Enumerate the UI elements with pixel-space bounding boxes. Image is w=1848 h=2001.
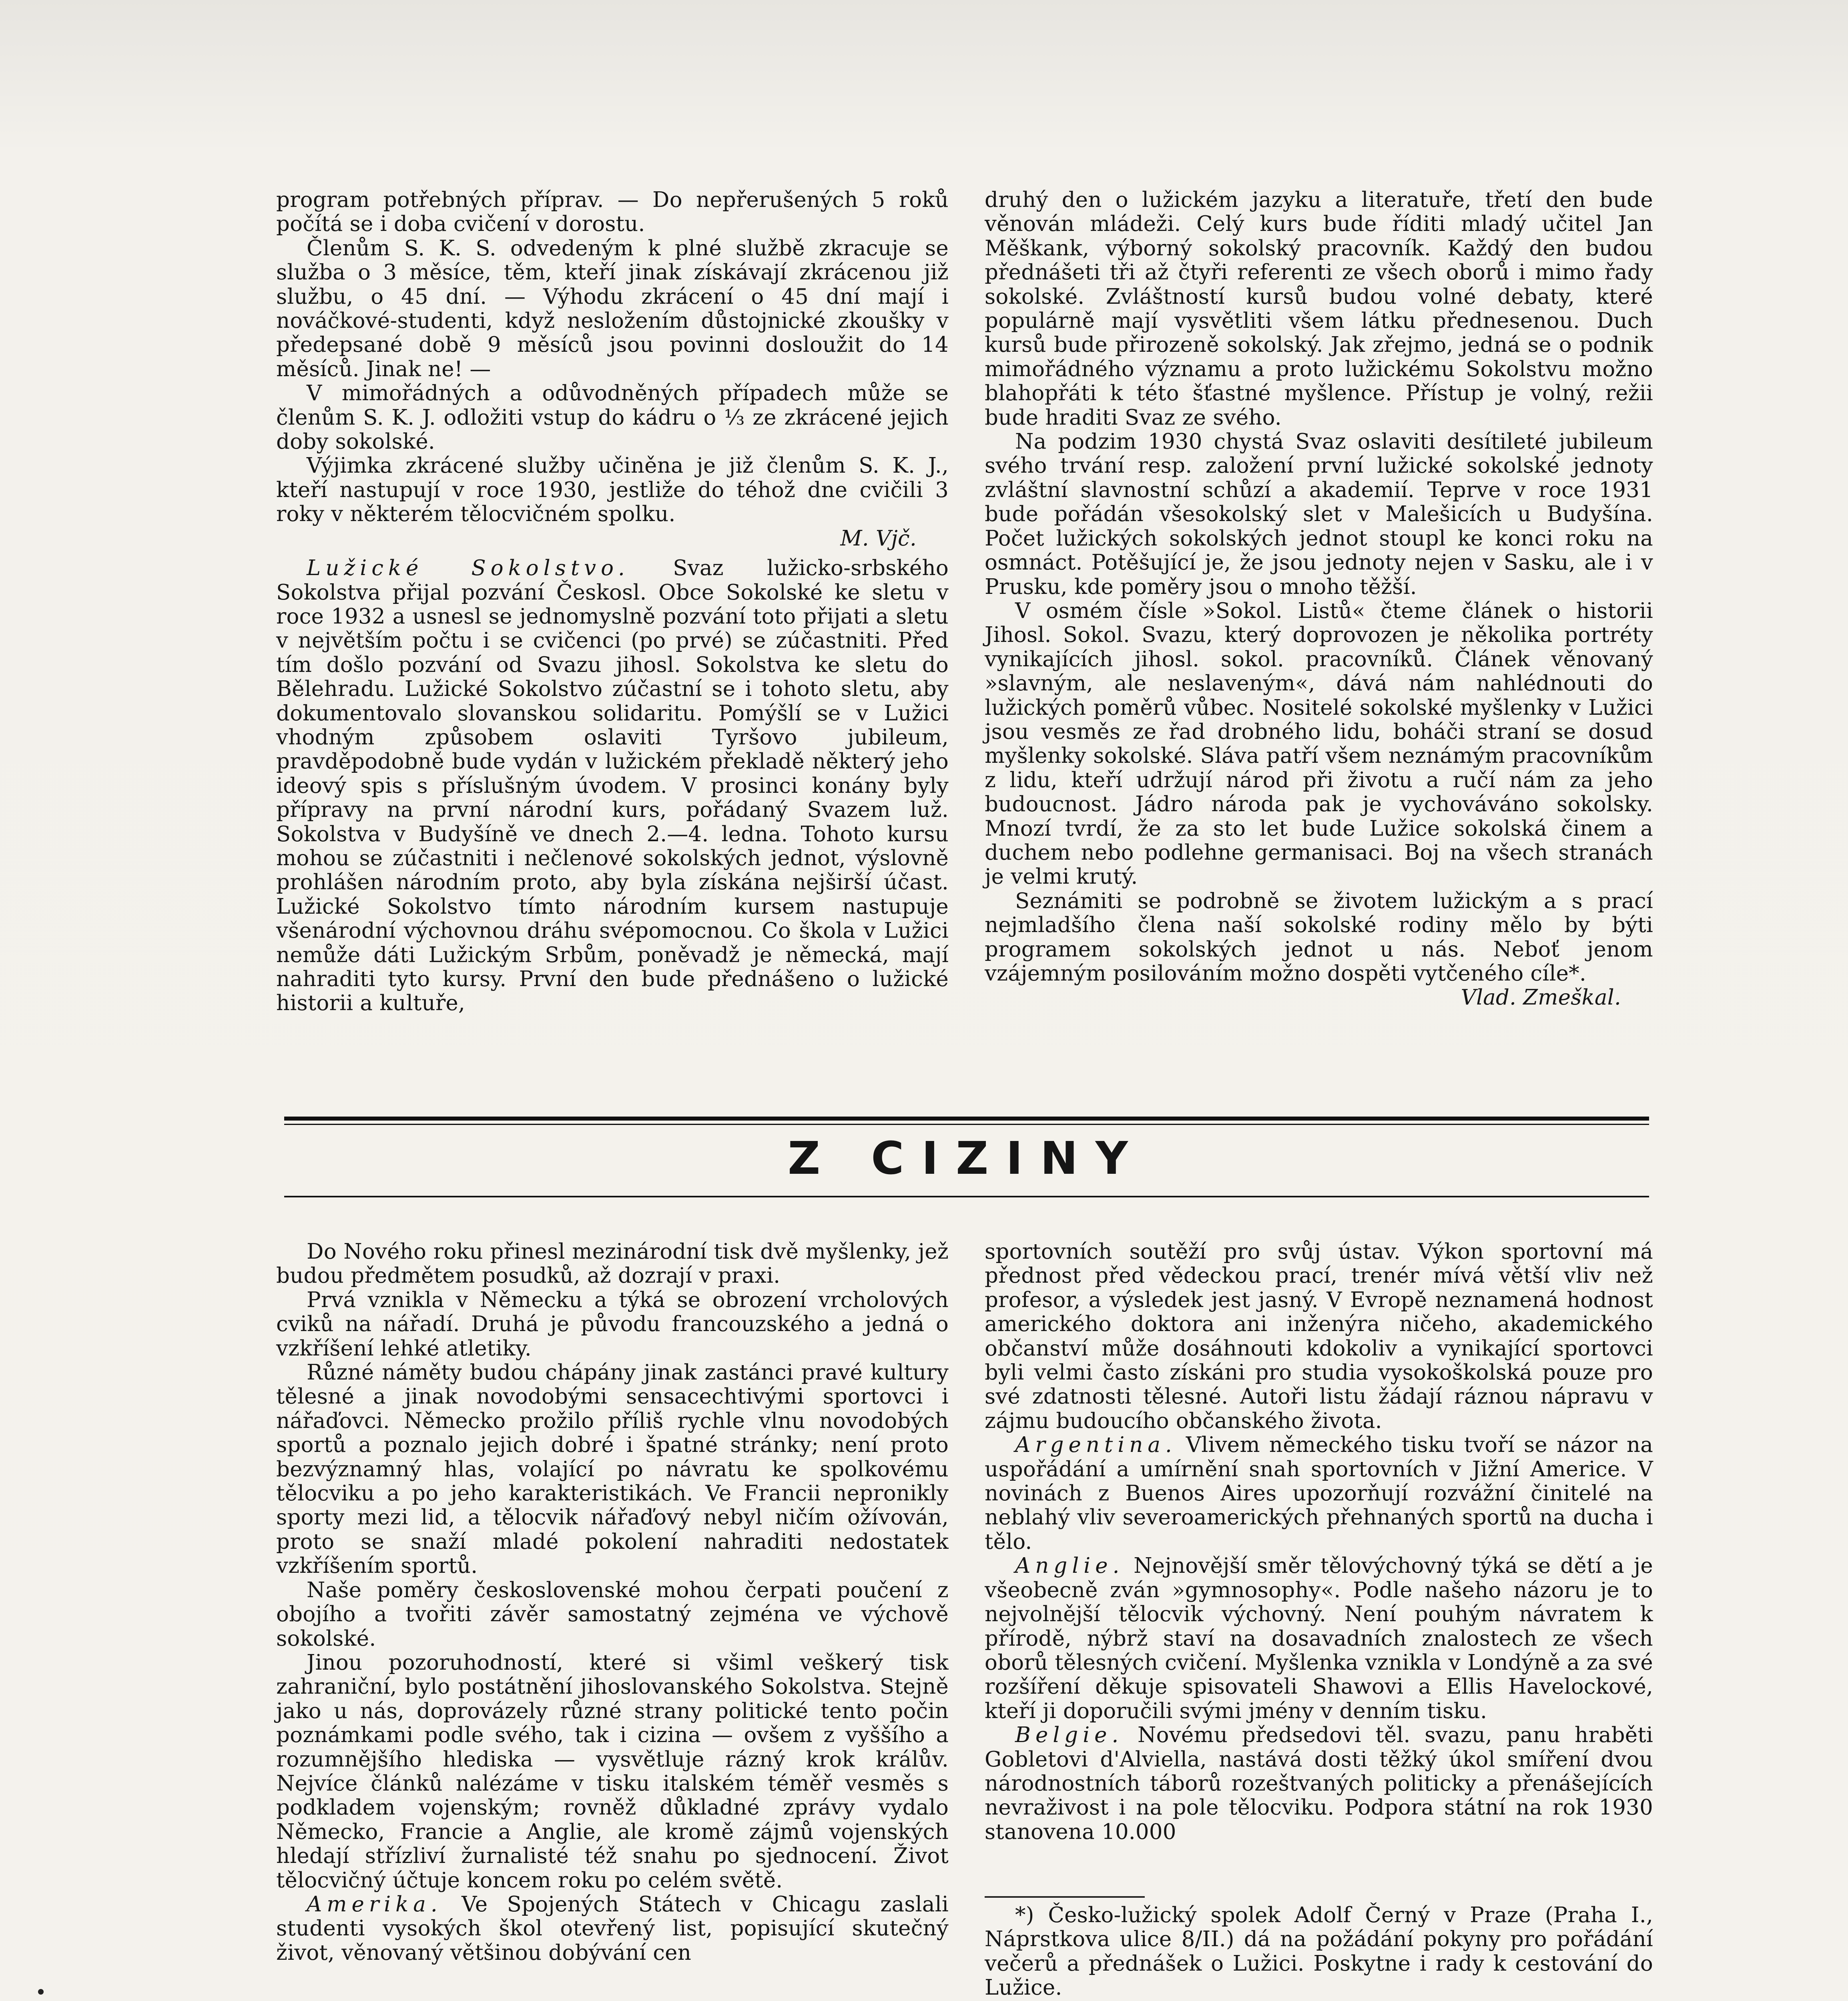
section-lead: Amerika. bbox=[307, 1892, 442, 1917]
paragraph-amerika bbox=[276, 1893, 949, 1965]
paragraph-belgie bbox=[985, 1723, 1653, 1844]
paragraph: Do Nového roku přinesl mezinárodní tisk dvě myšlenky, jež budou předmětem posudků, až dozrají v praxi. bbox=[276, 1239, 949, 1288]
paragraph: Seznámiti se podrobně se životem lužickým a s prací nejmladšího člena naší sokolské rodiny mělo by býti programem sokolských jednot u nás. Neboť jenom vzájemným posilováním možno dospěti vytčeného cíle*. bbox=[985, 888, 1653, 986]
paragraph-text: Novému předsedovi těl. svazu, panu hraběti Gobletovi d'Alviella, nastává dosti těžký úkol smíření dvou národnostních táborů rozeštvaných politicky a přenášejících nevraživost i na pole tělocviku. Podpora státní na rok 1930 stanovena 10.000 bbox=[985, 1723, 1653, 1844]
signature-zmeskal: Vlad. Zmeškal. bbox=[1461, 985, 1621, 1010]
footnote-text: *) Česko-lužický spolek Adolf Černý v Praze (Praha I., Náprstkova ulice 8/II.) dá na požádání pokyny pro pořádání večerů a přednášek o Lužici. Poskytne i rady k cestování do Lužice. bbox=[985, 1903, 1653, 2000]
paragraph: Různé náměty budou chápány jinak zastánci pravé kultury tělesné a jinak novodobými sensacechtivými sportovci i nářaďovci. Německo prožilo příliš rychle vlnu novodobých sportů a poznalo jejich dobré i špatné stránky; není proto bezvýznamný hlas, volající po návratu ke spolkovému tělocviku a po jeho karakteristikách. Ve Francii nepronikly sporty mezi lid, a tělocvik nářaďový nebyl ničím ožívován, proto se snaží mladé pokolení nahraditi nedostatek vzkříšením sportů. bbox=[276, 1360, 949, 1578]
upper-right-column bbox=[985, 188, 1653, 1010]
header-rule-top-thick bbox=[284, 1117, 1649, 1121]
paragraph: V mimořádných a odůvodněných případech může se členům S. K. J. odložiti vstup do kádru o ⅓ ze zkrácené jejich doby sokolské. bbox=[276, 381, 949, 454]
header-rule-bottom bbox=[284, 1196, 1649, 1197]
paragraph: Prvá vznikla v Německu a týká se obrození vrcholových cviků na nářadí. Druhá je původu francouzského a jedná o vzkříšení lehké atletiky. bbox=[276, 1287, 949, 1361]
paragraph-text: Vlivem německého tisku tvoří se názor na uspořádání a umírnění snah sportovních v Jižní Americe. V novinách z Buenos Aires upozorňují rozvážní činitelé na neblahý vliv severoamerických přehnaných sportů na ducha i tělo. bbox=[985, 1433, 1653, 1554]
paragraph: Výjimka zkrácené služby učiněna je již členům S. K. J., kteří nastupují v roce 1930, jestliže do téhož dne cvičili 3 roky v některém tělocvičném spolku. bbox=[276, 453, 949, 527]
footnote bbox=[985, 1903, 1653, 2000]
paragraph-anglie bbox=[985, 1554, 1653, 1723]
section-lead: Argentina. bbox=[1015, 1433, 1177, 1458]
scan-speck bbox=[38, 1989, 44, 1995]
paragraph-luzicke-sokolstvo bbox=[276, 556, 949, 1016]
section-lead: Lužické Sokolstvo. bbox=[307, 556, 630, 581]
paragraph: druhý den o lužickém jazyku a literatuře, třetí den bude věnován mládeži. Celý kurs bude říditi mladý učitel Jan Měškank, výborný sokolský pracovník. Každý den budou přednášeti tři až čtyři referenti ze všech oborů i mimo řady sokolské. Zvláštností kursů budou volné debaty, které populárně mají vysvětliti všem látku přednesenou. Duch kursů bude přirozeně sokolský. Jak zřejmo, jedná se o podnik mimořádného významu a proto lužickému Sokolstvu možno blahopřáti k této šťastné myšlence. Přístup je volný, režii bude hraditi Svaz ze svého. bbox=[985, 188, 1653, 430]
paragraph: Jinou pozoruhodností, které si všiml veškerý tisk zahraniční, bylo postátnění jihoslovanského Sokolstva. Stejně jako u nás, doprovázely různé strany politické tento počin poznámkami podle svého, tak i cizina — ovšem z vyššího a rozumnějšího hlediska — vysvětluje rázný krok králův. Nejvíce článků nalézáme v tisku italském téměř vesměs s podkladem vojenským; rovněž důkladné zprávy vydalo Německo, Francie a Anglie, ale kromě zájmů vojenských hledají střízliví žurnalisté též snahu po sjednocení. Život tělocvičný účtuje koncem roku po celém světě. bbox=[276, 1650, 949, 1893]
paragraph: Naše poměry československé mohou čerpati poučení z obojího a tvořiti závěr samostatný zejména ve výchově sokolské. bbox=[276, 1578, 949, 1651]
signature-vjc: M. Vjč. bbox=[840, 526, 917, 551]
paragraph-argentina bbox=[985, 1433, 1653, 1554]
paragraph: Na podzim 1930 chystá Svaz oslaviti desítileté jubileum svého trvání resp. založení první lužické sokolské jednoty zvláštní slavnostní schůzí a akademií. Teprve v roce 1931 bude pořádán všesokolský slet v Malešicích u Budyšína. Počet lužických sokolských jednot stoupl ke konci roku na osmnáct. Potěšující je, že jsou jednoty nejen v Sasku, ale i v Prusku, kde poměry jsou o mnoho těžší. bbox=[985, 429, 1653, 599]
paragraph-text: Nejnovější směr tělovýchovný týká se dětí a je všeobecně zván »gymnosophy«. Podle našeho názoru je to nejvolnější tělocvik výchovný. Není pouhým návratem k přírodě, nýbrž staví na dosavadních znalostech ze všech oborů tělesných cvičení. Myšlenka vznikla v Londýně a za své rozšíření děkuje spisovateli Shawovi a Ellis Havelockové, kteří ji doporučili svými jmény v denním tisku. bbox=[985, 1554, 1653, 1723]
section-heading: Z CIZINY bbox=[788, 1133, 1146, 1185]
section-lead: Belgie. bbox=[1015, 1723, 1124, 1748]
paragraph-text: Svaz lužicko-srbského Sokolstva přijal pozvání Českosl. Obce Sokolské ke sletu v roce 1932 a usnesl se jednomyslně pozvání toto přijati a sletu v největším počtu i se cvičenci (po prvé) se zúčastniti. Před tím došlo pozvání od Svazu jihosl. Sokolstva ke sletu do Bělehradu. Lužické Sokolstvo zúčastní se i tohoto sletu, aby dokumentovalo slovanskou solidaritu. Pomýšlí se v Lužici vhodným způsobem oslaviti Tyršovo jubileum, pravděpodobně bude vydán v lužickém překladě některý jeho ideový spis s příslušným úvodem. V prosinci konány byly přípravy na první národní kurs, pořádaný Svazem luž. Sokolstva v Budyšíně ve dnech 2.—4. ledna. Tohoto kursu mohou se zúčastniti i nečlenové sokolských jednot, výslovně prohlášen národním proto, aby byla získána nejširší účast. Lužické Sokolstvo tímto národním kursem nastupuje všenárodní výchovnou dráhu svépomocnou. Co škola v Lužici nemůže dáti Lužickým Srbům, poněvadž je německá, mají nahraditi tyto kursy. První den bude přednášeno o lužické historii a kultuře, bbox=[276, 556, 949, 1016]
header-rule-top-thin bbox=[284, 1124, 1649, 1125]
paragraph: V osmém čísle »Sokol. Listů« čteme článek o historii Jihosl. Sokol. Svazu, který doprovozen je několika portréty vynikajících jihosl. sokol. pracovníků. Článek věnovaný »slavným, ale neslaveným«, dává nám nahlédnouti do lužických poměrů vůbec. Nositelé sokolské myšlenky v Lužici jsou vesměs ze řad drobného lidu, boháči straní se dosud myšlenky sokolské. Sláva patří všem neznámým pracovníkům z lidu, kteří udržují národ při životu a ručí nám za jeho budoucnost. Jádro národa pak je vychováváno sokolsky. Mnozí tvrdí, že za sto let bude Lužice sokolská činem a duchem nebo podlehne germanisaci. Boj na všech stranách je velmi krutý. bbox=[985, 598, 1653, 889]
lower-right-column bbox=[985, 1240, 1653, 1844]
lower-left-column bbox=[276, 1240, 949, 1965]
footnote-rule bbox=[985, 1896, 1145, 1898]
section-lead: Anglie. bbox=[1015, 1554, 1124, 1578]
paragraph-text: Ve Spojených Státech v Chicagu zaslali studenti vysokých škol otevřený list, popisující skutečný život, věnovaný většinou dobývání cen bbox=[276, 1892, 949, 1965]
paragraph: sportovních soutěží pro svůj ústav. Výkon sportovní má přednost před vědeckou prací, trenér mívá větší vliv než profesor, a výsledek jest jasný. V Evropě neznamená hodnost amerického doktora ani inženýra ničeho, akademického občanství může dosáhnouti kdokoliv a vynikající sportovci byli velmi často získáni pro studia vysokoškolská pouze pro své zdatnosti tělesné. Autoři listu žádají ráznou nápravu v zájmu budoucího občanského života. bbox=[985, 1239, 1653, 1433]
paragraph: program potřebných příprav. — Do nepřerušených 5 roků počítá se i doba cvičení v dorostu. bbox=[276, 188, 949, 237]
upper-left-column bbox=[276, 188, 949, 1016]
paragraph: Členům S. K. S. odvedeným k plné službě zkracuje se služba o 3 měsíce, těm, kteří jinak získávají zkrácenou již službu, o 45 dní. — Výhodu zkrácení o 45 dní mají i nováčkové-studenti, když nesložením důstojnické zkoušky v předepsané době 9 měsíců jsou povinni dosloužit do 14 měsíců. Jinak ne! — bbox=[276, 236, 949, 381]
